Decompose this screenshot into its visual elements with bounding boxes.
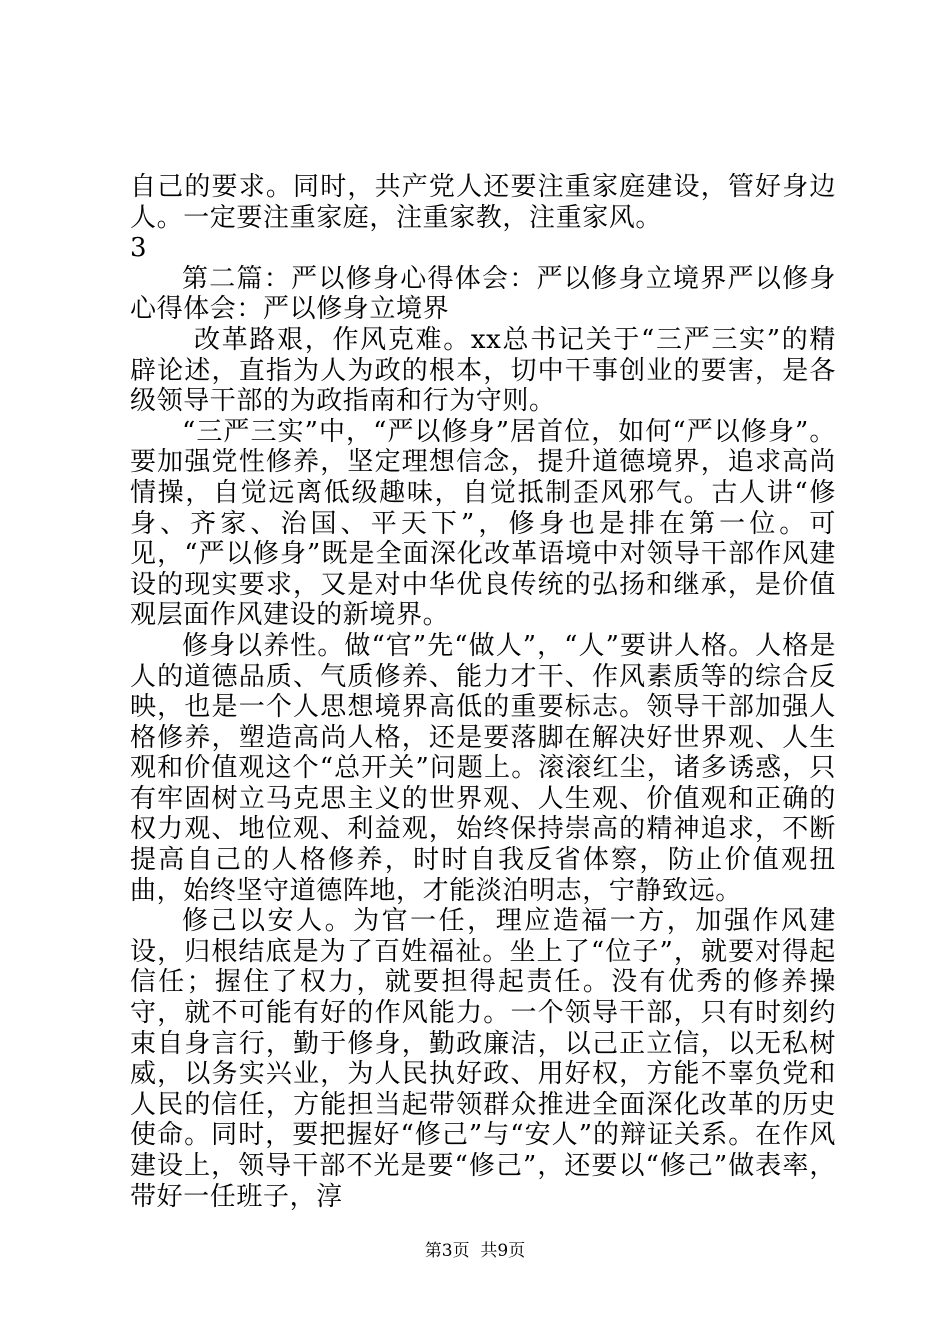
paragraph-intro: 改革路艰，作风克难。xx总书记关于“三严三实”的精辟论述，直指为人为政的根本，切中干事创业的要害，是各级领导干部的为政指南和行为守则。 [130, 324, 836, 417]
paragraph-three-strict: “三严三实”中，“严以修身”居首位，如何“严以修身”。要加强党性修养，坚定理想信念，提升道德境界，追求高尚情操，自觉远离低级趣味，自觉抵制歪风邪气。古人讲“修身、齐家、治国、平天下”，修身也是排在第一位。可见，“严以修身”既是全面深化改革语境中对领导干部作风建设的现实要求，又是对中华优良传统的弘扬和继承，是价值观层面作风建设的新境界。 [130, 416, 836, 631]
page-footer: 第3页 共9页 [424, 1241, 526, 1261]
paragraph-cultivate-self: 修己以安人。为官一任，理应造福一方，加强作风建设，归根结底是为了百姓福祉。坐上了“位子”，就要对得起信任；握住了权力，就要担得起责任。没有优秀的修养操守，就不可能有好的作风能力。一个领导干部，只有时刻约束自身言行，勤于修身，勤政廉洁，以己正立信，以无私树威，以务实兴业，为人民执好政、用好权，方能不辜负党和人民的信任，方能担当起带领群众推进全面深化改革的历史使命。同时，要把握好“修己”与“安人”的辩证关系。在作风建设上，领导干部不光是要“修己”，还要以“修己”做表率，带好一任班子，淳 [130, 906, 836, 1212]
paragraph-cultivate-nature: 修身以养性。做“官”先“做人”，“人”要讲人格。人格是人的道德品质、气质修养、能力才干、作风素质等的综合反映，也是一个人思想境界高低的重要标志。领导干部加强人格修养，塑造高尚人格，还是要落脚在解决好世界观、人生观和价值观这个“总开关”问题上。滚滚红尘，诸多诱惑，只有牢固树立马克思主义的世界观、人生观、价值观和正确的权力观、地位观、利益观，始终保持崇高的精神追求，不断提高自己的人格修养，时时自我反省体察，防止价值观扭曲，始终坚守道德阵地，才能淡泊明志，宁静致远。 [130, 630, 836, 906]
paragraph-continuation: 自己的要求。同时，共产党人还要注重家庭建设，管好身边人。一定要注重家庭，注重家教，注重家风。 [130, 172, 836, 233]
section-heading: 第二篇：严以修身心得体会：严以修身立境界严以修身心得体会：严以修身立境界 [130, 263, 836, 325]
document-body [130, 172, 836, 1212]
inline-page-number: 3 [130, 233, 148, 264]
